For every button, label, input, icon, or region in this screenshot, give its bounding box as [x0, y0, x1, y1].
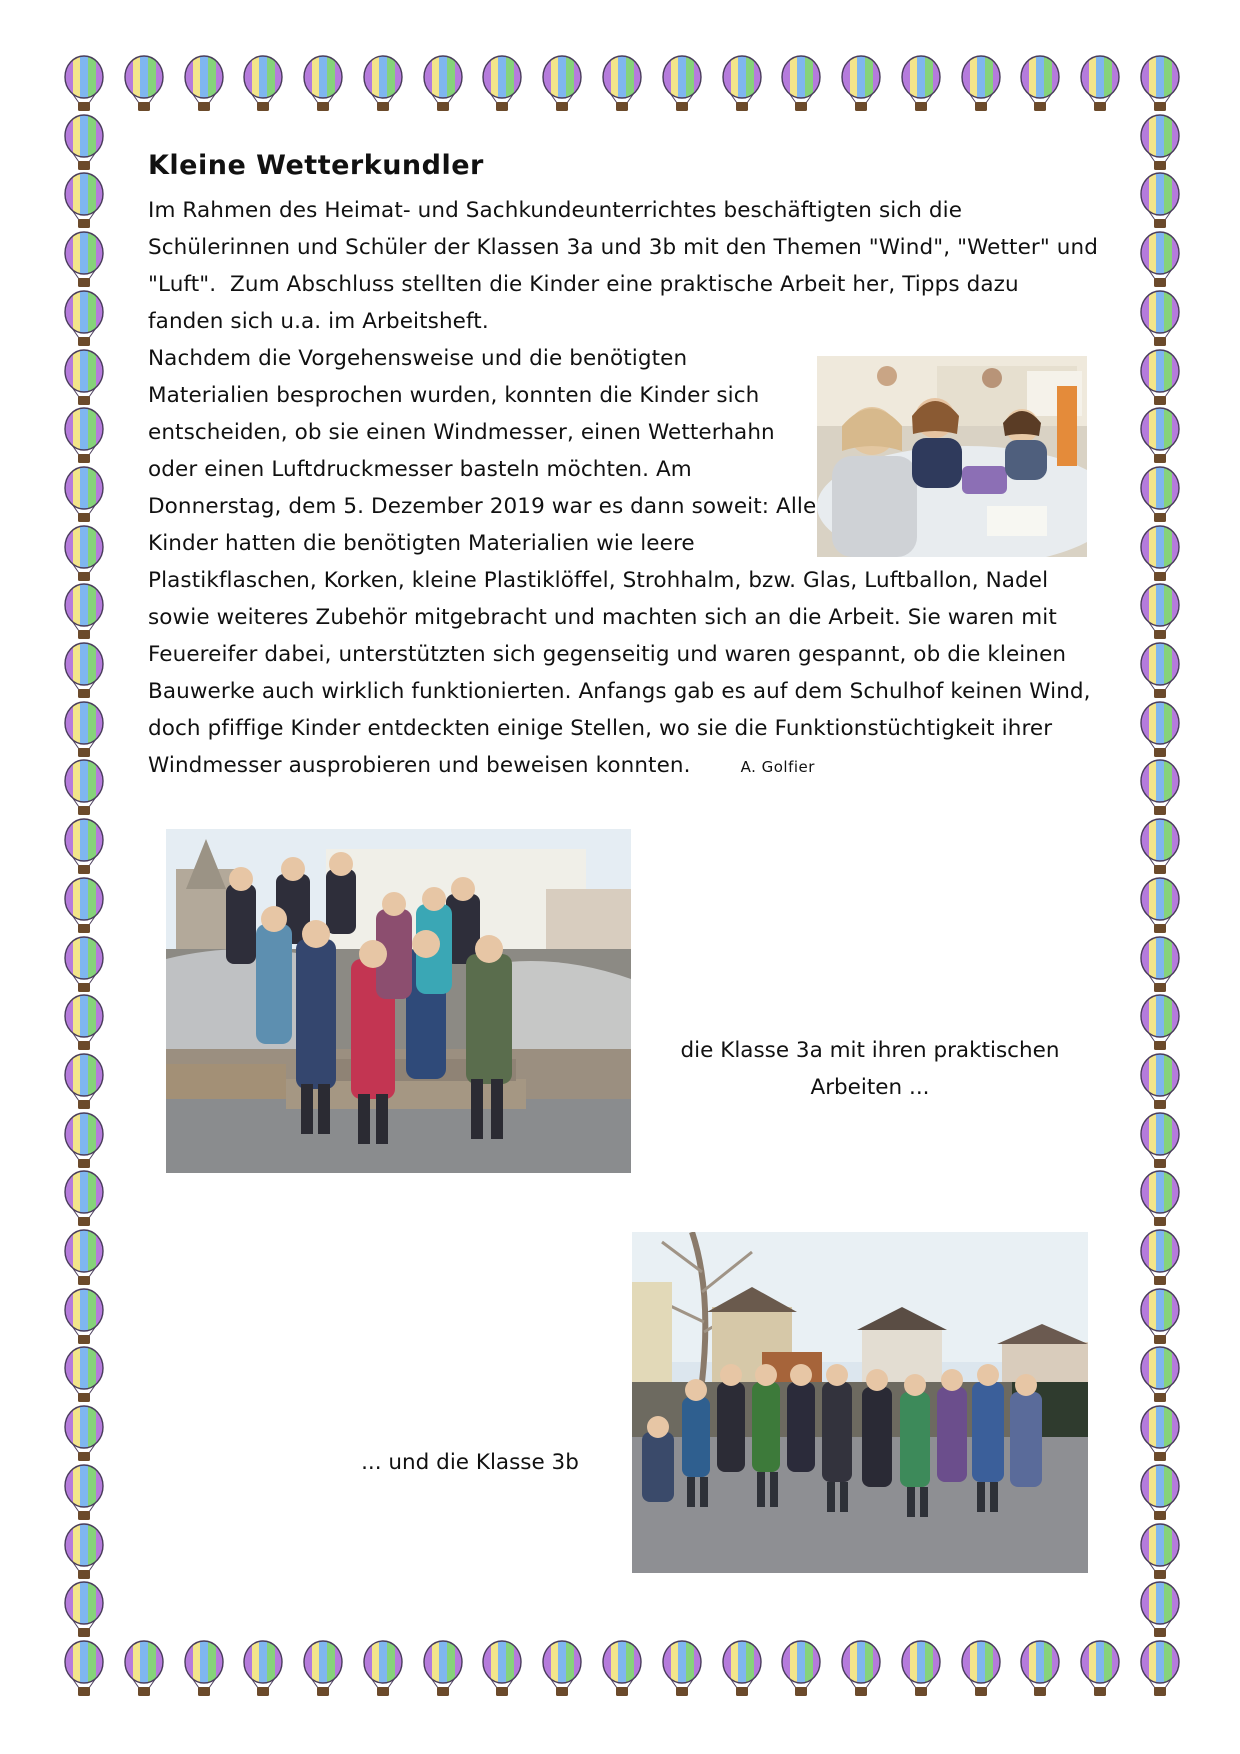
text-line: Kinder hatten die benötigten Materialien wie leere	[148, 531, 695, 556]
hot-air-balloon-icon	[1138, 1405, 1182, 1463]
hot-air-balloon-icon	[62, 231, 106, 289]
hot-air-balloon-icon	[779, 1640, 823, 1698]
hot-air-balloon-icon	[1138, 1464, 1182, 1522]
hot-air-balloon-icon	[62, 114, 106, 172]
hot-air-balloon-icon	[660, 55, 704, 113]
hot-air-balloon-icon	[361, 55, 405, 113]
text-line: fanden sich u.a. im Arbeitsheft.	[148, 309, 489, 334]
hot-air-balloon-icon	[1138, 877, 1182, 935]
text-line: Feuereifer dabei, unterstützten sich gegenseitig und waren gespannt, ob die kleinen	[148, 642, 1067, 667]
hot-air-balloon-icon	[1138, 642, 1182, 700]
hot-air-balloon-icon	[182, 1640, 226, 1698]
hot-air-balloon-icon	[660, 1640, 704, 1698]
hot-air-balloon-icon	[1138, 1053, 1182, 1111]
text-line: Plastikflaschen, Korken, kleine Plastiklöffel, Strohhalm, bzw. Glas, Luftballon, Nadel	[148, 568, 1049, 593]
hot-air-balloon-icon	[959, 1640, 1003, 1698]
hot-air-balloon-icon	[62, 466, 106, 524]
hot-air-balloon-icon	[62, 525, 106, 583]
text-line: "Luft". Zum Abschluss stellten die Kinder eine praktische Arbeit her, Tipps dazu	[148, 272, 1019, 297]
hot-air-balloon-icon	[1138, 466, 1182, 524]
text-line-last	[148, 747, 815, 786]
hot-air-balloon-icon	[62, 1346, 106, 1404]
hot-air-balloon-icon	[1138, 1640, 1182, 1698]
hot-air-balloon-icon	[62, 877, 106, 935]
hot-air-balloon-icon	[1138, 759, 1182, 817]
hot-air-balloon-icon	[600, 1640, 644, 1698]
hot-air-balloon-icon	[122, 55, 166, 113]
hot-air-balloon-icon	[62, 759, 106, 817]
hot-air-balloon-icon	[779, 55, 823, 113]
hot-air-balloon-icon	[62, 55, 106, 113]
hot-air-balloon-icon	[301, 1640, 345, 1698]
hot-air-balloon-icon	[62, 642, 106, 700]
hot-air-balloon-icon	[1138, 1581, 1182, 1639]
hot-air-balloon-icon	[1138, 231, 1182, 289]
text-line: Schülerinnen und Schüler der Klassen 3a und 3b mit den Themen "Wind", "Wetter" und	[148, 235, 1098, 260]
hot-air-balloon-icon	[959, 55, 1003, 113]
hot-air-balloon-icon	[62, 701, 106, 759]
text-line: Nachdem die Vorgehensweise und die benötigten	[148, 346, 688, 371]
hot-air-balloon-icon	[62, 1053, 106, 1111]
caption-class-3a-line1: die Klasse 3a mit ihren praktischen	[680, 1038, 1060, 1063]
hot-air-balloon-icon	[1138, 701, 1182, 759]
hot-air-balloon-icon	[1138, 1229, 1182, 1287]
caption-class-3a-line2: Arbeiten ...	[810, 1075, 930, 1100]
photo-class-3a	[166, 829, 631, 1173]
hot-air-balloon-icon	[62, 1464, 106, 1522]
hot-air-balloon-icon	[1138, 1523, 1182, 1581]
text-line: oder einen Luftdruckmesser basteln möchten. Am	[148, 457, 692, 482]
text-line: Bauwerke auch wirklich funktionierten. Anfangs gab es auf dem Schulhof keinen Wind,	[148, 679, 1091, 704]
hot-air-balloon-icon	[62, 1640, 106, 1698]
text-line: entscheiden, ob sie einen Windmesser, einen Wetterhahn	[148, 420, 775, 445]
last-line-text: Windmesser ausprobieren und beweisen konnten.	[148, 753, 691, 778]
hot-air-balloon-icon	[1138, 172, 1182, 230]
hot-air-balloon-icon	[1138, 1112, 1182, 1170]
hot-air-balloon-icon	[1138, 1346, 1182, 1404]
text-line: Materialien besprochen wurden, konnten die Kinder sich	[148, 383, 760, 408]
hot-air-balloon-icon	[1018, 55, 1062, 113]
hot-air-balloon-icon	[62, 1405, 106, 1463]
hot-air-balloon-icon	[480, 55, 524, 113]
hot-air-balloon-icon	[62, 349, 106, 407]
text-line: sowie weiteres Zubehör mitgebracht und machten sich an die Arbeit. Sie waren mit	[148, 605, 1057, 630]
hot-air-balloon-icon	[1138, 114, 1182, 172]
hot-air-balloon-icon	[62, 290, 106, 348]
hot-air-balloon-icon	[62, 1170, 106, 1228]
hot-air-balloon-icon	[62, 1288, 106, 1346]
hot-air-balloon-icon	[1078, 1640, 1122, 1698]
photo-class-3b	[632, 1232, 1088, 1573]
hot-air-balloon-icon	[1138, 1288, 1182, 1346]
hot-air-balloon-icon	[899, 1640, 943, 1698]
text-line: Im Rahmen des Heimat- und Sachkundeunterrichtes beschäftigten sich die	[148, 198, 963, 223]
caption-class-3b: ... und die Klasse 3b	[361, 1450, 579, 1475]
hot-air-balloon-icon	[1078, 55, 1122, 113]
text-line: doch pfiffige Kinder entdeckten einige Stellen, wo sie die Funktionstüchtigkeit ihrer	[148, 716, 1053, 741]
hot-air-balloon-icon	[600, 55, 644, 113]
hot-air-balloon-icon	[62, 994, 106, 1052]
hot-air-balloon-icon	[62, 818, 106, 876]
hot-air-balloon-icon	[62, 407, 106, 465]
hot-air-balloon-icon	[62, 1112, 106, 1170]
hot-air-balloon-icon	[1138, 1170, 1182, 1228]
hot-air-balloon-icon	[62, 583, 106, 641]
author-signature: A. Golfier	[740, 758, 815, 776]
hot-air-balloon-icon	[62, 1523, 106, 1581]
hot-air-balloon-icon	[1018, 1640, 1062, 1698]
hot-air-balloon-icon	[182, 55, 226, 113]
hot-air-balloon-icon	[62, 1229, 106, 1287]
caption-class-3a	[660, 1032, 1080, 1106]
hot-air-balloon-icon	[1138, 936, 1182, 994]
hot-air-balloon-icon	[720, 55, 764, 113]
hot-air-balloon-icon	[540, 1640, 584, 1698]
hot-air-balloon-icon	[122, 1640, 166, 1698]
hot-air-balloon-icon	[720, 1640, 764, 1698]
hot-air-balloon-icon	[62, 172, 106, 230]
article-title: Kleine Wetterkundler	[148, 150, 484, 181]
hot-air-balloon-icon	[1138, 290, 1182, 348]
hot-air-balloon-icon	[480, 1640, 524, 1698]
hot-air-balloon-icon	[62, 936, 106, 994]
hot-air-balloon-icon	[540, 55, 584, 113]
hot-air-balloon-icon	[421, 1640, 465, 1698]
photo-classroom-crafting	[817, 356, 1087, 557]
hot-air-balloon-icon	[1138, 994, 1182, 1052]
hot-air-balloon-icon	[899, 55, 943, 113]
hot-air-balloon-icon	[361, 1640, 405, 1698]
hot-air-balloon-icon	[301, 55, 345, 113]
hot-air-balloon-icon	[1138, 583, 1182, 641]
hot-air-balloon-icon	[1138, 818, 1182, 876]
hot-air-balloon-icon	[241, 1640, 285, 1698]
hot-air-balloon-icon	[839, 55, 883, 113]
hot-air-balloon-icon	[62, 1581, 106, 1639]
hot-air-balloon-icon	[241, 55, 285, 113]
hot-air-balloon-icon	[1138, 525, 1182, 583]
hot-air-balloon-icon	[1138, 349, 1182, 407]
hot-air-balloon-icon	[1138, 407, 1182, 465]
hot-air-balloon-icon	[421, 55, 465, 113]
hot-air-balloon-icon	[839, 1640, 883, 1698]
text-line: Donnerstag, dem 5. Dezember 2019 war es dann soweit: Alle	[148, 494, 817, 519]
hot-air-balloon-icon	[1138, 55, 1182, 113]
